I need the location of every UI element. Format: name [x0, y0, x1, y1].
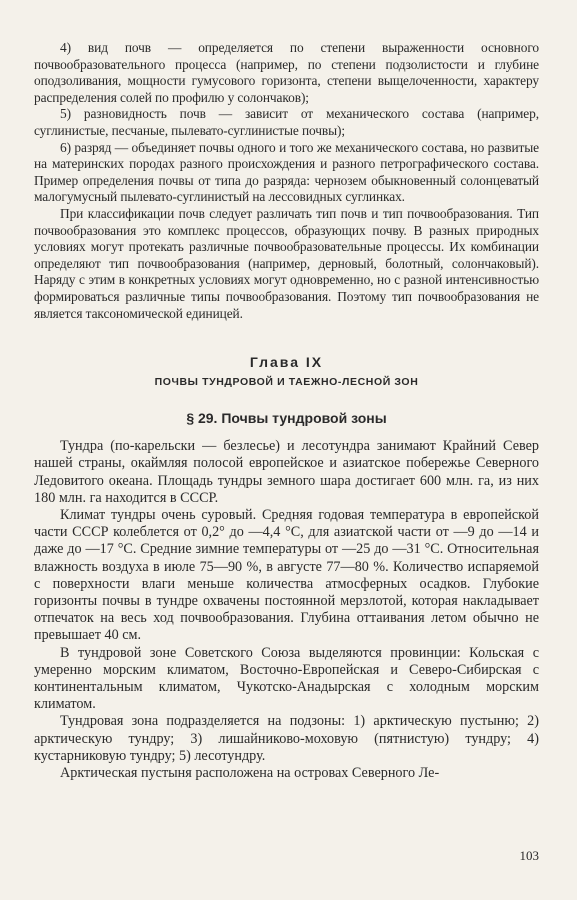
- chapter-subtitle: ПОЧВЫ ТУНДРОВОЙ И ТАЕЖНО-ЛЕСНОЙ ЗОН: [154, 376, 419, 389]
- paragraph-tundra-intro: Тундра (по-карельски — безлесье) и лесотундра занимают Крайний Север нашей страны, окаймляя полосой европейское и азиатское побережье Северного Ледовитого океана. Площадь тундры земного шара достигает 600 млн. га, из них 180 млн. га находится в СССР.: [34, 438, 539, 506]
- paragraph-classification: При классификации почв следует различать тип почв и тип почвообразования. Тип почвообразования это комплекс процессов, образующих почву. В разных природных условиях могут протекать различные почвообразовательные процессы. Их комбинации определяют тип почвообразования (например, дерновый, болотный, солончаковый). Наряду с этим в конкретных условиях могут одновременно, но с разной интенсивностью формироваться различные типы почвообразования. Поэтому тип почвообразования не является таксономической единицей.: [34, 205, 539, 321]
- paragraph-tundra-climate: Климат тундры очень суровый. Средняя годовая температура в европейской части СССР колеблется от 0,2° до —4,4 °С, для азиатской части от —9 до —14 и даже до —17 °С. Средние зимние температуры от —25 до —31 °С. Относительная влажность воздуха в июле 75—90 %, в августе 77—80 %. Количество испаряемой с поверхности влаги меньше количества атмосферных осадков. Глубокие горизонты почвы в тундре охвачены постоянной мерзлотой, которая накладывает отпечаток на весь ход почвообразования. Глубина оттаивания летом обычно не превышает 40 см.: [34, 506, 539, 644]
- paragraph-tundra-subzones: Тундровая зона подразделяется на подзоны: 1) арктическую пустыню; 2) арктическую тундру; 3) лишайниково-моховую (пятнистую) тундру; 4) кустарниковую тундру; 5) лесотундру.: [34, 713, 539, 764]
- paragraph-tundra-provinces: В тундровой зоне Советского Союза выделяются провинции: Кольская с умеренно морским климатом, Восточно-Европейская и Северо-Сибирская с континентальным климатом, Чукотско-Анадырская с холодным морским климатом.: [34, 644, 539, 713]
- paragraph-soil-category: 6) разряд — объединяет почвы одного и того же механического состава, но развитые на материнских породах разного происхождения и разного петрографического состава. Пример определения почвы от типа до разряда: чернозем обыкновенный солонцеватый малогумусный пылевато-суглинистый на лессовидных суглинках.: [34, 139, 539, 205]
- paragraph-soil-variety: 5) разновидность почв — зависит от механического состава (например, суглинистые, песчаные, пылевато-суглинистые почвы);: [34, 106, 539, 138]
- paragraph-soil-species: 4) вид почв — определяется по степени выраженности основного почвообразовательного процесса (например, по степени подзолистости и глубине оподзоливания, мощности гумусового горизонта, степени выщелоченности, характеру распределения солей по профилю у солончаков);: [34, 40, 539, 105]
- section-title: § 29. Почвы тундровой зоны: [186, 410, 387, 427]
- paragraph-arctic-desert: Арктическая пустыня расположена на островах Северного Ле-: [60, 764, 440, 781]
- page-number: 103: [519, 848, 539, 863]
- chapter-title: Глава IX: [249, 354, 324, 371]
